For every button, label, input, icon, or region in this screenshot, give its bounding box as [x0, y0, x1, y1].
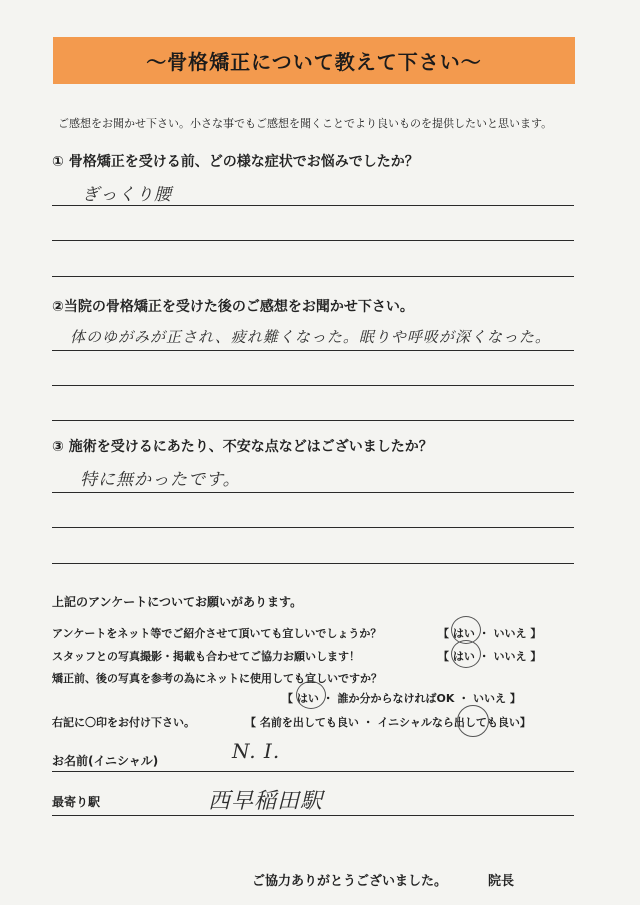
- name-line: [52, 771, 574, 772]
- request-item-2-options: 【 はい ・ いいえ 】: [438, 650, 542, 663]
- answer-line: [52, 240, 574, 241]
- station-label: 最寄り駅: [52, 795, 101, 809]
- question-3-answer: 特に無かったです。: [80, 470, 241, 490]
- request-title: 上記のアンケートについてお願いがあります。: [52, 595, 303, 609]
- station-value: 西早稲田駅: [208, 789, 324, 814]
- name-label: お名前(イニシャル): [52, 754, 159, 768]
- request-item-1-options: 【 はい ・ いいえ 】: [438, 627, 542, 640]
- request-item-1-text: アンケートをネット等でご紹介させて頂いても宜しいでしょうか？: [52, 627, 382, 640]
- station-line: [52, 815, 574, 816]
- answer-line: [52, 350, 574, 351]
- yes-circle-mark: [296, 681, 326, 709]
- answer-line: [52, 205, 574, 206]
- answer-line: [52, 563, 574, 564]
- name-value: N. I.: [232, 739, 281, 763]
- survey-title-banner: ～骨格矯正について教えて下さい～: [53, 37, 575, 84]
- request-item-4-options: 【 名前を出しても良い ・ イニシャルなら出しても良い】: [245, 716, 531, 729]
- initials-circle-mark: [457, 705, 489, 737]
- footer-signature: 院長: [488, 874, 515, 889]
- answer-line: [52, 385, 574, 386]
- answer-line: [52, 420, 574, 421]
- request-item-3-text: 矯正前、後の写真を参考の為にネットに使用しても宜しいですか？: [52, 672, 382, 685]
- yes-circle-mark: [451, 640, 481, 668]
- footer-thanks: ご協力ありがとうございました。: [252, 874, 448, 889]
- request-item-2-text: スタッフとの写真撮影・掲載も合わせてご協力お願いします！: [52, 650, 360, 663]
- question-2-answer: 体のゆがみが正され、疲れ難くなった。眠りや呼吸が深くなった。: [70, 328, 551, 346]
- question-3-label: ③ 施術を受けるにあたり、不安な点などはございましたか？: [52, 439, 433, 455]
- question-1-label: ① 骨格矯正を受ける前、どの様な症状でお悩みでしたか？: [52, 154, 419, 170]
- answer-line: [52, 276, 574, 277]
- question-2-label: ②当院の骨格矯正を受けた後のご感想をお聞かせ下さい。: [52, 299, 414, 315]
- answer-line: [52, 527, 574, 528]
- intro-text: ご感想をお聞かせ下さい。小さな事でもご感想を聞くことでより良いものを提供したいと思います。: [58, 117, 553, 130]
- request-item-3-options: 【 はい ・ 誰か分からなければOK ・ いいえ 】: [282, 692, 521, 705]
- answer-line: [52, 492, 574, 493]
- request-item-4-text: 右記に〇印をお付け下さい。: [52, 716, 195, 729]
- question-1-answer: ぎっくり腰: [82, 185, 172, 205]
